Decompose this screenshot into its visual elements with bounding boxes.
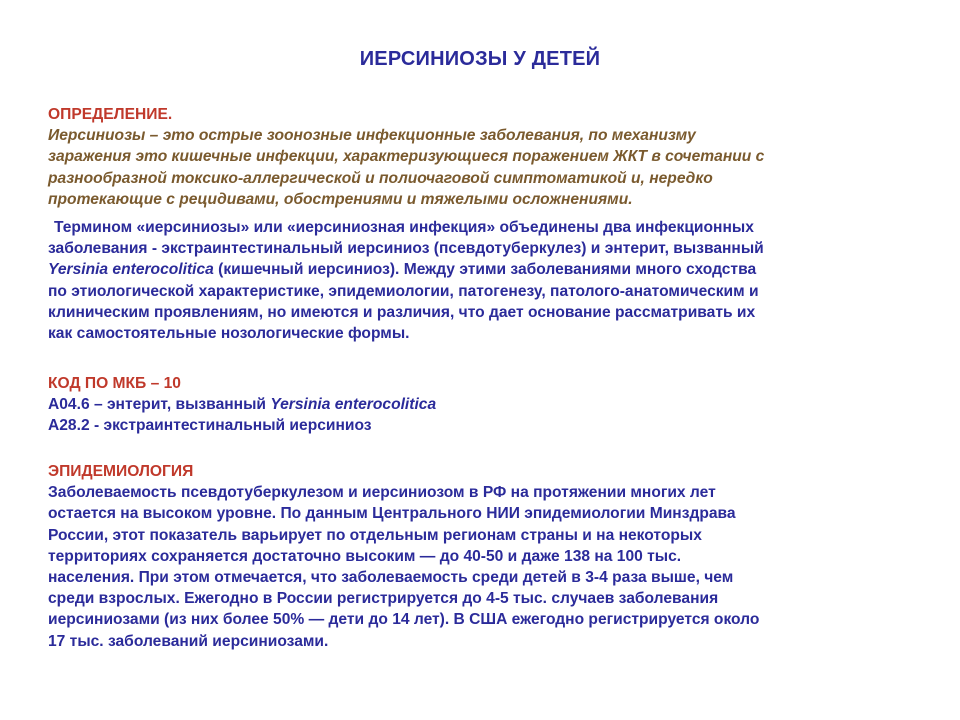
- term-line: клиническим проявлениям, но имеются и различия, что дает основание рассматривать их: [48, 303, 756, 321]
- icd-a04-species: Yersinia enterocolitica: [270, 396, 437, 414]
- epidemiology-line: остается на высоком уровне. По данным Центрального НИИ эпидемиологии Минздрава: [48, 505, 736, 523]
- term-line-rest: (кишечный иерсиниоз). Между этими заболеваниями много сходства: [213, 261, 757, 279]
- definition-line: разнообразной токсико-аллергической и полиочаговой симптоматикой и, нередко: [48, 169, 713, 187]
- definition-section: [48, 104, 928, 210]
- page-title: ИЕРСИНИОЗЫ У ДЕТЕЙ: [359, 48, 601, 70]
- term-line: заболевания - экстраинтестинальный иерсиниоз (псевдотуберкулез) и энтерит, вызванный: [48, 240, 764, 258]
- epidemiology-line: иерсиниозами (из них более 50% — дети до 14 лет). В США ежегодно регистрируется около: [48, 611, 760, 629]
- epidemiology-line: населения. При этом отмечается, что заболеваемость среди детей в 3-4 раза выше, чем: [48, 569, 734, 587]
- epidemiology-line: России, этот показатель варьирует по отдельным регионам страны и на некоторых: [48, 526, 702, 544]
- epidemiology-line: среди взрослых. Ежегодно в России регистрируется до 4-5 тыс. случаев заболевания: [48, 590, 719, 608]
- term-line: как самостоятельные нозологические формы.: [48, 325, 410, 343]
- term-line: [48, 259, 928, 280]
- icd-code-a04: [48, 394, 928, 415]
- icd-code-a28: А28.2 - экстраинтестинальный иерсиниоз: [48, 417, 372, 435]
- definition-heading: ОПРЕДЕЛЕНИЕ.: [48, 106, 173, 123]
- yersinia-species-name: Yersinia enterocolitica: [48, 261, 214, 279]
- definition-line: заражения это кишечные инфекции, характеризующиеся поражением ЖКТ в сочетании с: [48, 148, 765, 166]
- epidemiology-line: 17 тыс. заболеваний иерсиниозами.: [48, 632, 329, 650]
- definition-line: Иерсиниозы – это острые зоонозные инфекционные заболевания, по механизму: [48, 127, 696, 145]
- definition-line: протекающие с рецидивами, обострениями и тяжелыми осложнениями.: [48, 190, 633, 208]
- icd-heading: КОД ПО МКБ – 10: [48, 375, 181, 392]
- term-line: Термином «иерсиниозы» или «иерсиниозная инфекция» объединены два инфекционных: [54, 219, 754, 236]
- term-line: по этиологической характеристике, эпидемиологии, патогенезу, патолого-анатомическим и: [48, 282, 759, 300]
- epidemiology-line: Заболеваемость псевдотуберкулезом и иерсиниозом в РФ на протяжении многих лет: [48, 484, 716, 502]
- icd-a04-text: А04.6 – энтерит, вызванный: [48, 396, 271, 414]
- epidemiology-line: территориях сохраняется достаточно высоким — до 40-50 и даже 138 на 100 тыс.: [48, 547, 682, 565]
- epidemiology-section: [48, 461, 928, 652]
- term-paragraph: [48, 217, 928, 344]
- epidemiology-heading: ЭПИДЕМИОЛОГИЯ: [48, 463, 194, 480]
- icd-section: [48, 373, 928, 437]
